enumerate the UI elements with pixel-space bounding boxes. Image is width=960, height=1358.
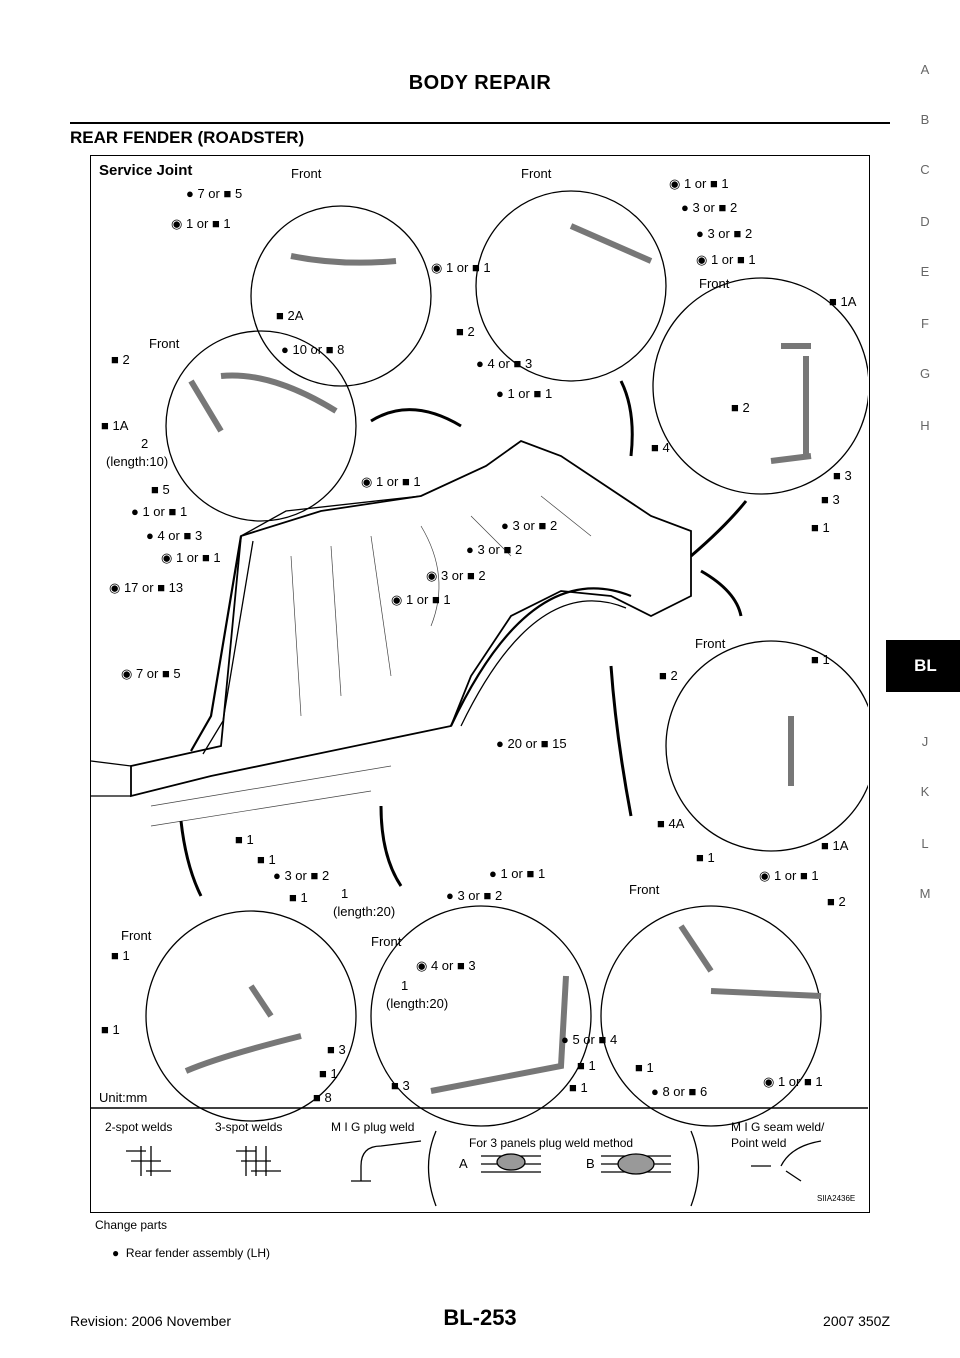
callout-57: ■ 3 <box>391 1078 410 1093</box>
callout-47: ■ 3 <box>327 1042 346 1057</box>
callout-9: ● 1 or ■ 1 <box>131 504 188 519</box>
callout-25: ● 1 or ■ 1 <box>496 386 553 401</box>
callout-18: ◉ 1 or ■ 1 <box>391 592 451 607</box>
front-label-1: Front <box>291 166 322 181</box>
callout-46: ■ 1 <box>101 1022 120 1037</box>
callout-61: ■ 1 <box>635 1060 654 1075</box>
callout-30: ■ 4 <box>651 440 670 455</box>
callout-52: ◉ 4 or ■ 3 <box>416 958 476 973</box>
callout-39: ■ 1 <box>235 832 254 847</box>
callout-36: ■ 4A <box>657 816 685 831</box>
callout-17: ◉ 3 or ■ 2 <box>426 568 486 583</box>
footer-revision: Revision: 2006 November <box>70 1313 232 1329</box>
callout-35: ■ 2 <box>659 668 678 683</box>
header-rule <box>70 122 890 124</box>
callout-42: ■ 1 <box>289 890 308 905</box>
side-tab-a[interactable]: A <box>920 62 930 77</box>
callout-56: ■ 1 <box>577 1058 596 1073</box>
callout-5: ■ 1A <box>101 418 129 433</box>
callout-38: ■ 1A <box>821 838 849 853</box>
side-tab-bl-active[interactable]: BL <box>886 640 960 692</box>
legend-three-spot-welds: 3-spot welds <box>215 1120 283 1134</box>
change-parts-label: Change parts <box>95 1218 168 1232</box>
footer-page-number: BL-253 <box>443 1305 517 1330</box>
side-tab-b[interactable]: B <box>920 112 930 127</box>
side-tab-f[interactable]: F <box>921 316 929 331</box>
callout-59: ◉ 1 or ■ 1 <box>759 868 819 883</box>
legend-b: B <box>586 1156 595 1171</box>
callout-27: ◉ 1 or ■ 1 <box>696 252 756 267</box>
callout-58: ■ 1 <box>569 1080 588 1095</box>
callout-40: ■ 1 <box>257 852 276 867</box>
callout-2: ■ 2A <box>276 308 304 323</box>
callout-48: ■ 1 <box>319 1066 338 1081</box>
side-tab-e[interactable]: E <box>920 264 930 279</box>
callout-49: ■ 8 <box>313 1090 332 1105</box>
callout-15: ● 3 or ■ 2 <box>501 518 558 533</box>
callout-20: ◉ 1 or ■ 1 <box>669 176 729 191</box>
callout-16: ● 3 or ■ 2 <box>466 542 523 557</box>
callout-19: ● 20 or ■ 15 <box>496 736 567 751</box>
legend-mig-seam-weld: M I G seam weld/ <box>731 1120 825 1134</box>
front-label-6: Front <box>121 928 152 943</box>
callout-31: ■ 3 <box>833 468 852 483</box>
callout-8: ■ 5 <box>151 482 170 497</box>
legend-point-weld: Point weld <box>731 1136 787 1150</box>
bullet-icon: ● <box>112 1246 126 1260</box>
callout-10: ● 4 or ■ 3 <box>146 528 203 543</box>
callout-29: ■ 2 <box>731 400 750 415</box>
callout-50: ● 1 or ■ 1 <box>489 866 546 881</box>
unit-label: Unit:mm <box>99 1090 148 1105</box>
callout-62: ● 8 or ■ 6 <box>651 1084 708 1099</box>
callout-0: ● 7 or ■ 5 <box>186 186 243 201</box>
service-joint-figure <box>90 155 870 1213</box>
figure-drawing <box>91 156 868 1211</box>
front-label-8: Front <box>629 882 660 897</box>
figure-title: Service Joint <box>99 162 193 179</box>
footer-model: 2007 350Z <box>823 1313 890 1329</box>
callout-3: ● 10 or ■ 8 <box>281 342 345 357</box>
side-tab-l[interactable]: L <box>921 836 929 851</box>
front-label-4: Front <box>699 276 730 291</box>
change-part-text: Rear fender assembly (LH) <box>125 1246 270 1260</box>
callout-44: (length:20) <box>333 904 396 919</box>
callout-12: ◉ 17 or ■ 13 <box>109 580 184 595</box>
callout-53: 1 <box>401 978 409 993</box>
callout-32: ■ 3 <box>821 492 840 507</box>
side-tab-m[interactable]: M <box>919 886 931 901</box>
callout-7: (length:10) <box>106 454 169 469</box>
callout-13: ◉ 7 or ■ 5 <box>121 666 181 681</box>
callout-33: ■ 1 <box>811 520 830 535</box>
callout-23: ■ 2 <box>456 324 475 339</box>
front-label-5: Front <box>695 636 726 651</box>
legend-two-spot-welds: 2-spot welds <box>105 1120 173 1134</box>
figure-code: SIIA2436E <box>817 1194 856 1203</box>
side-tab-k[interactable]: K <box>920 784 930 799</box>
section-title: REAR FENDER (ROADSTER) <box>70 128 305 147</box>
callout-21: ● 3 or ■ 2 <box>681 200 738 215</box>
callout-22: ◉ 1 or ■ 1 <box>431 260 491 275</box>
legend-a: A <box>459 1156 468 1171</box>
callout-4: ■ 2 <box>111 352 130 367</box>
side-tab-j[interactable]: J <box>921 734 929 749</box>
front-label-3: Front <box>149 336 180 351</box>
callout-54: (length:20) <box>386 996 449 1011</box>
callout-41: ● 3 or ■ 2 <box>273 868 330 883</box>
callout-11: ◉ 1 or ■ 1 <box>161 550 221 565</box>
side-tab-h[interactable]: H <box>920 418 930 433</box>
side-tab-c[interactable]: C <box>920 162 930 177</box>
callout-51: ● 3 or ■ 2 <box>446 888 503 903</box>
callout-6: 2 <box>141 436 149 451</box>
callout-14: ◉ 1 or ■ 1 <box>361 474 421 489</box>
callout-37: ■ 1 <box>696 850 715 865</box>
front-label-7: Front <box>371 934 402 949</box>
legend-three-panels: For 3 panels plug weld method <box>469 1136 634 1150</box>
callout-34: ■ 1 <box>811 652 830 667</box>
legend-mig-plug-weld: M I G plug weld <box>331 1120 415 1134</box>
callout-1: ◉ 1 or ■ 1 <box>171 216 231 231</box>
callout-63: ◉ 1 or ■ 1 <box>763 1074 823 1089</box>
callout-55: ● 5 or ■ 4 <box>561 1032 618 1047</box>
callout-24: ● 4 or ■ 3 <box>476 356 533 371</box>
side-tab-d[interactable]: D <box>920 214 930 229</box>
side-tab-g[interactable]: G <box>919 366 931 381</box>
change-part-item <box>112 1246 270 1260</box>
callout-28: ■ 1A <box>829 294 857 309</box>
callout-60: ■ 2 <box>827 894 846 909</box>
callout-26: ● 3 or ■ 2 <box>696 226 753 241</box>
callout-43: 1 <box>341 886 349 901</box>
page-header-title: BODY REPAIR <box>408 72 552 94</box>
front-label-2: Front <box>521 166 552 181</box>
callout-45: ■ 1 <box>111 948 130 963</box>
